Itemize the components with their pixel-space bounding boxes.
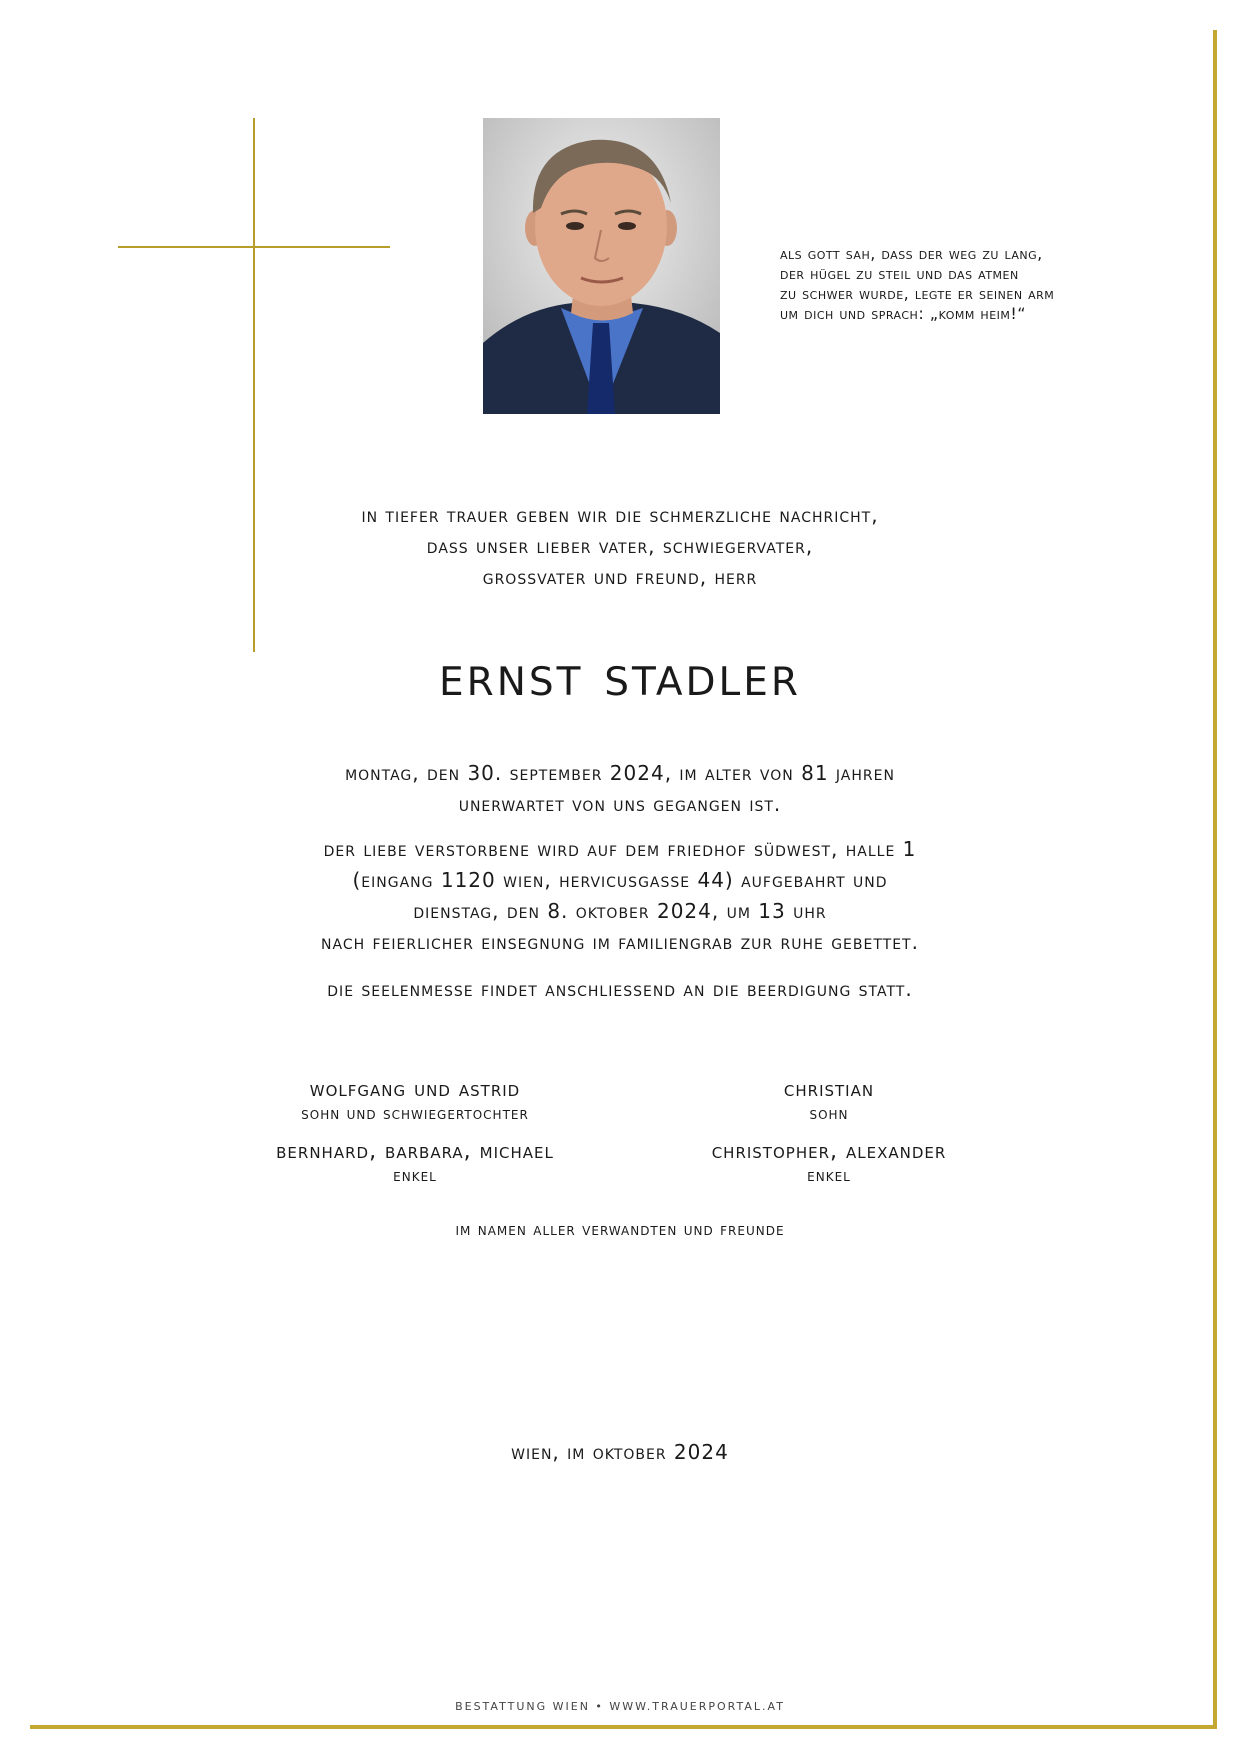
portrait-image bbox=[483, 118, 720, 414]
funeral-details bbox=[130, 834, 1110, 958]
relatives-line: im namen aller verwandten und freunde bbox=[455, 1220, 785, 1240]
funeral-line: (eingang 1120 wien, hervicusgasse 44) aufgebahrt und bbox=[352, 868, 888, 892]
mourner-names: christian bbox=[783, 1077, 875, 1102]
death-notice bbox=[130, 758, 1110, 820]
mourner-relation: sohn bbox=[809, 1104, 849, 1124]
death-line: unerwartet von uns gegangen ist. bbox=[458, 792, 782, 816]
place-date: wien, im oktober 2024 bbox=[511, 1440, 729, 1464]
portrait-photo bbox=[483, 118, 720, 414]
quote-line: zu schwer wurde, legte er seinen arm bbox=[780, 284, 1055, 303]
mourner-relation: enkel bbox=[393, 1166, 437, 1186]
death-line: montag, den 30. september 2024, im alter von 81 jahren bbox=[345, 761, 895, 785]
intro-line: in tiefer trauer geben wir die schmerzliche nachricht, bbox=[361, 503, 879, 527]
memorial-quote bbox=[780, 244, 1180, 324]
deceased-name: ernst stadler bbox=[438, 644, 802, 709]
mourner-names: wolfgang und astrid bbox=[309, 1077, 521, 1102]
mourner-group bbox=[619, 1138, 1039, 1186]
intro-announcement bbox=[130, 500, 1110, 593]
mourner-names: christopher, alexander bbox=[711, 1139, 947, 1164]
mourner-names: bernhard, barbara, michael bbox=[276, 1139, 554, 1164]
mourner-group bbox=[205, 1076, 625, 1124]
footer-imprint: BESTATTUNG WIEN • WWW.TRAUERPORTAL.AT bbox=[455, 1700, 785, 1713]
gold-frame-right bbox=[1213, 30, 1217, 1728]
funeral-line: der liebe verstorbene wird auf dem friedhof südwest, halle 1 bbox=[323, 837, 917, 861]
funeral-line: dienstag, den 8. oktober 2024, um 13 uhr bbox=[413, 899, 827, 923]
cross-icon-horizontal bbox=[118, 246, 390, 248]
quote-line: der hügel zu steil und das atmen bbox=[780, 264, 1019, 283]
intro-line: grossvater und freund, herr bbox=[482, 565, 758, 589]
quote-line: um dich und sprach: „komm heim!“ bbox=[780, 304, 1027, 323]
requiem-mass-notice: die seelenmesse findet anschliessend an die beerdigung statt. bbox=[327, 977, 913, 1001]
gold-frame-bottom bbox=[30, 1725, 1217, 1729]
mourner-group bbox=[619, 1076, 1039, 1124]
mourner-relation: enkel bbox=[807, 1166, 851, 1186]
mourner-group bbox=[205, 1138, 625, 1186]
funeral-line: nach feierlicher einsegnung im familiengrab zur ruhe gebettet. bbox=[321, 930, 919, 954]
intro-line: dass unser lieber vater, schwiegervater, bbox=[426, 534, 814, 558]
mourner-relation: sohn und schwiegertochter bbox=[301, 1104, 529, 1124]
quote-line: als gott sah, dass der weg zu lang, bbox=[780, 244, 1043, 263]
